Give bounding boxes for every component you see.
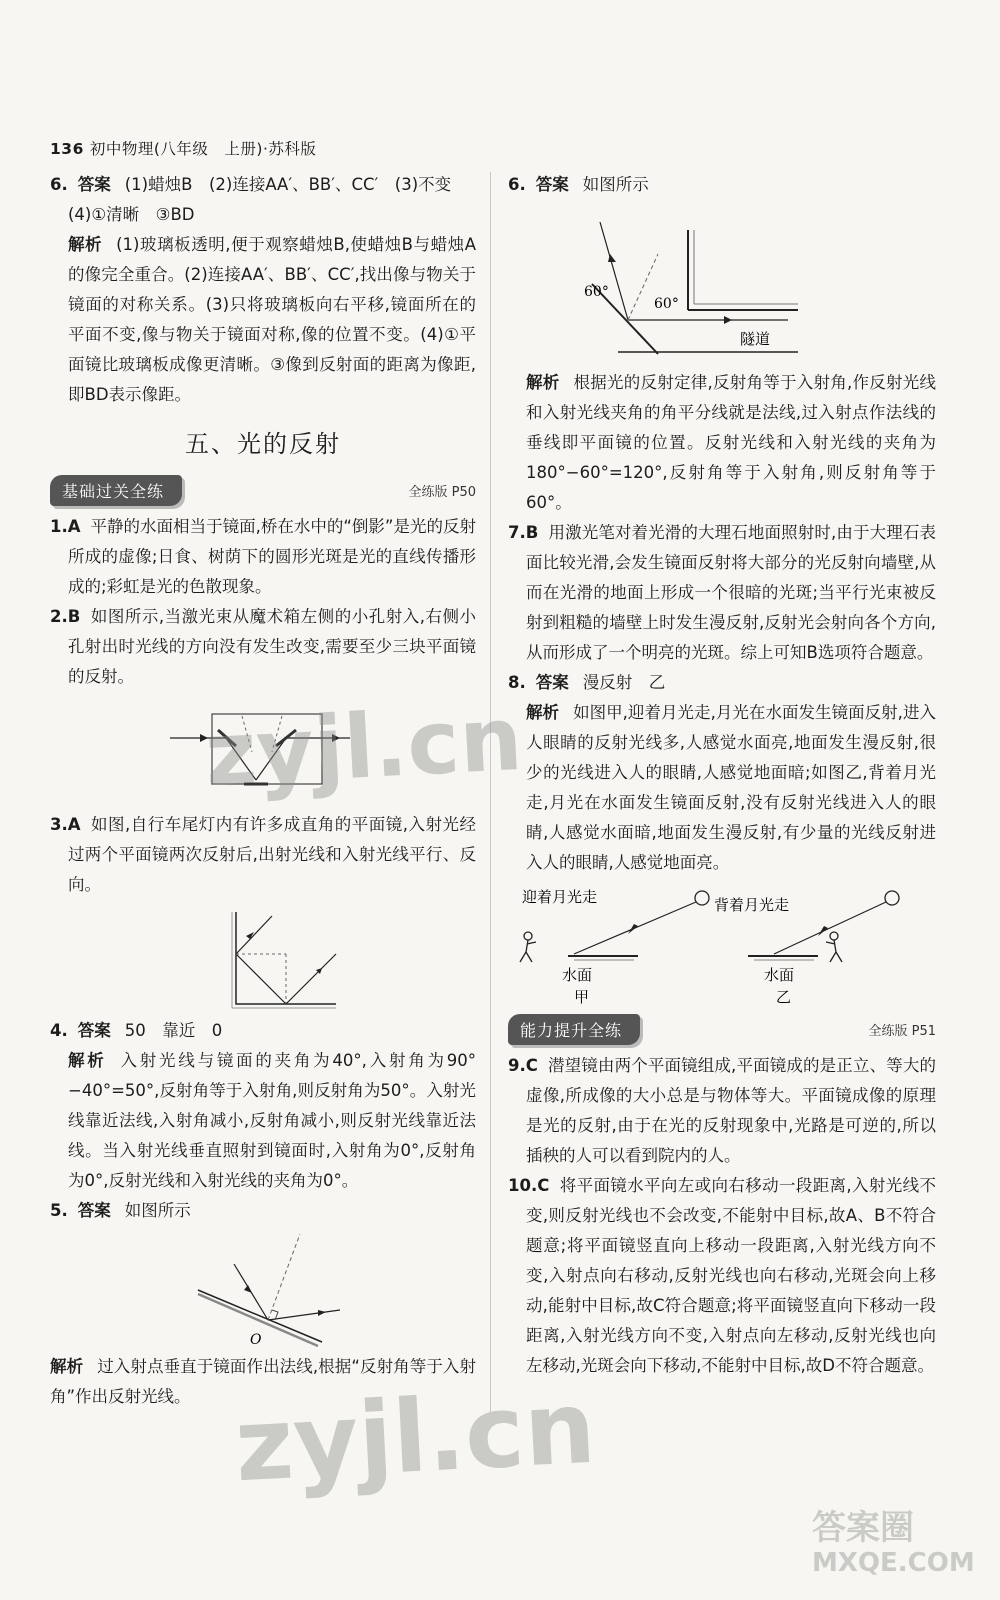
answer-text: (1)蜡烛B (2)连接AA′、BB′、CC′ (3)不变 [124,175,452,194]
point-o-label: O [250,1332,262,1348]
figure-tunnel [508,204,936,364]
book-title: 初中物理(八年级 上册)·苏科版 [89,140,317,158]
analysis-text: (1)玻璃板透明,便于观察蜡烛B,使蜡烛B与蜡烛A的像完全重合。(2)连接AA′、BB′、CC′,找出像与物关于镜面的对称关系。(3)只将玻璃板向右平移,镜面所在的平面不变,像与物关于镜面对称,像的位置不变。(4)①平面镜比玻璃板成像更清晰。③像到反射面的距离为像距,即BD表示像距。 [68,235,476,404]
section-banner-advanced [508,1014,936,1045]
column-divider [490,172,491,1412]
surface-left: 水面 [562,966,593,984]
figure-corner-reflector [50,904,476,1012]
answer-8: 8. 答案 漫反射 乙 解析 如图甲,迎着月光走,月光在水面发生镜面反射,进入人眼睛的反射光线多,人感觉水面亮,地面发生漫反射,很少的光线进入人的眼睛,人感觉地面暗;如图乙,背着月光走,月光在水面发生镜面反射,没有反射光线进入人的眼睛,人感觉水面暗,地面发生漫反射,有少量的光线反射进入人的眼睛,人感觉地面亮。 [508,673,936,872]
figure-reflection-5 [50,1230,476,1348]
walker-right-icon [826,932,842,962]
figure-magic-box [50,696,476,806]
answer-6-right: 6. 答案 如图所示 [508,175,649,194]
watermark-corner-url: MXQE.COM [812,1548,975,1578]
walker-left-icon [520,932,536,962]
section-banner-basic [50,475,476,506]
angle-label-outer: 60° [584,284,609,300]
answer-9: 9.C 潜望镜由两个平面镜组成,平面镜成的是正立、等大的虚像,所成像的大小总是与物体等大。平面镜成像的原理是光的反射,由于在光的反射现象中,光路是可逆的,所以插秧的人可以看到院内的人。 [508,1056,936,1165]
left-column [50,170,476,1412]
answer-text-2: (4)①清晰 ③BD [68,205,195,224]
label-yi: 乙 [776,988,792,1006]
angle-label-inner: 60° [654,296,679,312]
surface-right: 水面 [764,966,795,984]
answer-10: 10.C 将平面镜水平向左或向右移动一段距离,入射光线不变,则反射光线也不会改变,不能射中目标,故A、B不符合题意;将平面镜竖直向上移动一段距离,入射光线方向不变,入射点向右移动,反射光线也向右移动,光斑会向上移动,能射中目标,故C符合题意;将平面镜竖直向下移动一段距离,入射光线方向不变,入射点向左移动,反射光线也向左移动,光斑会向下移动,不能射中目标,故D不符合题意。 [508,1176,936,1375]
page-number: 136 [50,140,84,158]
right-column [508,170,936,1381]
watermark-corner: 答案圈 [812,1508,914,1548]
answer-3: 3.A 如图,自行车尾灯内有许多成直角的平面镜,入射光经过两个平面镜两次反射后,出射光线和入射光线平行、反向。 [50,815,476,894]
answer-5: 5. 答案 如图所示 [50,1201,191,1220]
figure-moonlight [508,882,936,1008]
banner-ref: 全练版 P50 [408,485,476,500]
page-header [50,137,316,159]
answer-2: 2.B 如图所示,当激光束从魔术箱左侧的小孔射入,右侧小孔射出时光线的方向没有发生改变,需要至少三块平面镜的反射。 [50,607,476,686]
answer-5-analysis: 解析 过入射点垂直于镜面作出法线,根据“反射角等于入射角”作出反射光线。 [50,1357,477,1406]
caption-facing-moon: 迎着月光走 [522,888,598,906]
banner-label: 基础过关全练 [50,475,182,506]
watermark-bottom: zyjl.cn [232,1368,599,1505]
watermark-mid: zyjl.cn [202,686,525,807]
answer-1: 1.A 平静的水面相当于镜面,桥在水中的“倒影”是光的反射所成的虚像;日食、树荫下的圆形光斑是光的直线传播形成的;彩虹是光的色散现象。 [50,517,476,596]
answer-7: 7.B 用激光笔对着光滑的大理石地面照射时,由于大理石表面比较光滑,会发生镜面反射将大部分的光反射向墙壁,从而在光滑的地面上形成一个很暗的光斑;当平行光束被反射到粗糙的墙壁上时发生漫反射,反射光会射向各个方向,从而形成了一个明亮的光斑。综上可知B选项符合题意。 [508,523,936,662]
banner-ref: 全练版 P51 [868,1024,936,1039]
answer-4: 4. 答案 50 靠近 0 解析 入射光线与镜面的夹角为40°,入射角为90°−40°=50°,反射角等于入射角,则反射角为50°。入射光线靠近法线,入射角减小,反射角减小,则反射光线靠近法线。当入射光线垂直照射到镜面时,入射角为0°,反射角为0°,反射光线和入射光线的夹角为0°。 [50,1021,476,1190]
answer-6-left: 6. 答案 (1)蜡烛B (2)连接AA′、BB′、CC′ (3)不变 (4)①清晰 ③BD 解析 (1)玻璃板透明,便于观察蜡烛B,使蜡烛B与蜡烛A的像完全重合。(2)连接AA′、BB′、CC′,找出像与物关于镜面的对称关系。(3)只将玻璃板向右平移,镜面所在的平面不变,像与物关于镜面对称,像的位置不变。(4)①平面镜比玻璃板成像更清晰。③像到反射面的距离为像距,即BD表示像距。 [50,175,476,404]
tunnel-label: 隧道 [740,330,771,348]
answer-6-analysis: 解析 根据光的反射定律,反射角等于入射角,作反射光线和入射光线夹角的角平分线就是法线,过入射点作法线的垂线即平面镜的位置。反射光线和入射光线的夹角为180°−60°=120°,反射角等于入射角,则反射角等于60°。 [526,373,936,512]
banner-label: 能力提升全练 [508,1014,640,1045]
label-jia: 甲 [574,988,590,1006]
section-title: 五、光的反射 [185,430,341,458]
caption-back-to-moon: 背着月光走 [714,896,790,914]
